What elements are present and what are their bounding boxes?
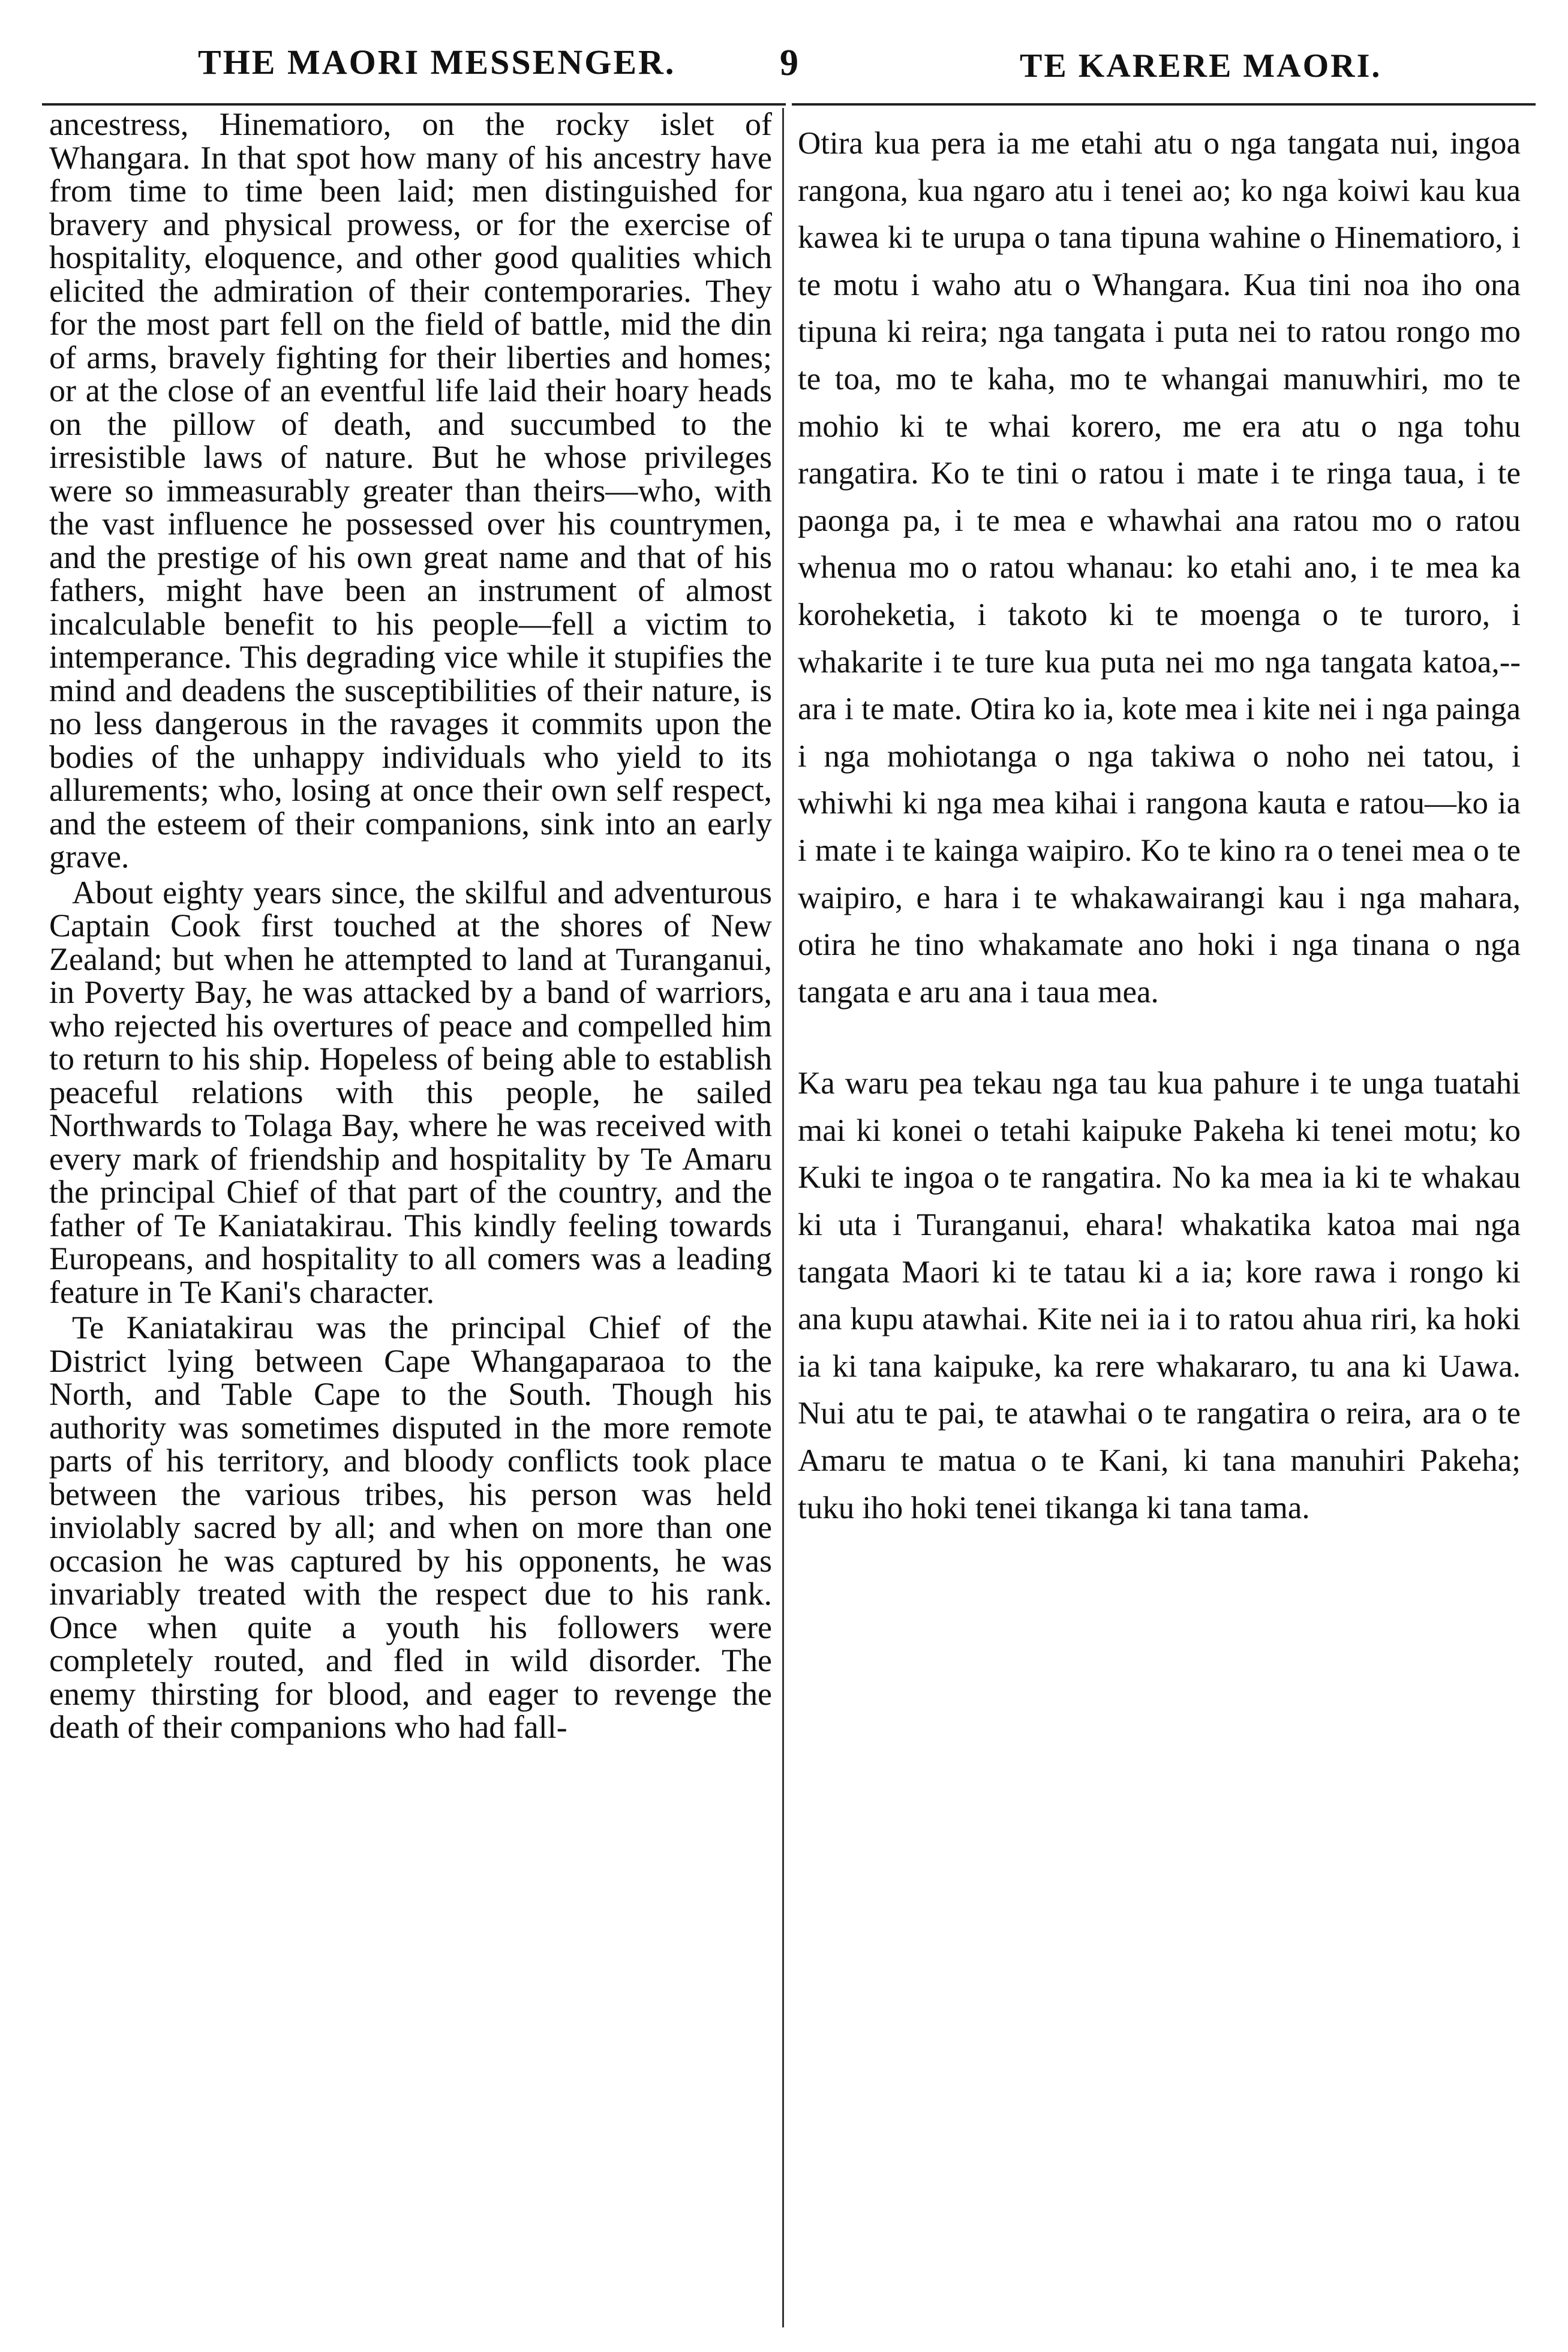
english-paragraph-2: About eighty years since, the skilful and adventurous Captain Cook first touched at the shores of New Zealand; but when he attempted to land at Turanganui, in Poverty Bay, he was attacked by a band of warriors, who rejected his overtures of peace and compelled him to return to his ship. Hopeless of being able to establish peaceful relations with this people, he sailed Northwards to Tolaga Bay, where he was received with every mark of friendship and hospitality by Te Amaru the principal Chief of that part of the country, and the father of Te Kaniatakirau. This kindly feeling towards Europeans, and hospitality to all comers was a leading feature in Te Kani's character. xyxy=(49,874,772,1310)
maori-paragraph-1: Otira kua pera ia me etahi atu o nga tangata nui, ingoa rangona, kua ngaro atu i tenei ao; ko nga koiwi kau kua kawea ki te urupa o tana tipuna wahine o Hinematioro, i te motu i waho atu o Whangara. Kua tini noa iho ona tipuna ki reira; nga tangata i puta nei to ratou rongo mo te toa, mo te kaha, mo te whangai manuwhiri, mo te mohio ki te whai korero, me era atu o nga tohu rangatira. Ko te tini o ratou i mate i te ringa taua, i te paonga pa, i te mea e whawhai ana ratou mo o ratou whenua mo o ratou whanau: ko etahi ano, i te mea ka koroheketia, i takoto ki te moenga o te turoro, i whakarite i te ture kua puta nei mo nga tangata katoa,--ara i te mate. Otira ko ia, kote mea i kite nei i nga painga i nga mohiotanga o nga takiwa o noho nei tatou, i whiwhi ki nga mea kihai i rangona kauta e ratou—ko ia i mate i te kainga waipiro. Ko te kino ra o tenei mea o te waipiro, e hara i te whakawairangi kau i nga mahara, otira he tino whakamate ano hoki i nga tinana o nga tangata e aru ana i taua mea. xyxy=(798,126,1521,1010)
maori-masthead: TE KARERE MAORI. xyxy=(1020,47,1382,85)
english-masthead: THE MAORI MESSENGER. xyxy=(198,43,676,82)
english-paragraph-1: ancestress, Hinematioro, on the rocky islet of Whangara. In that spot how many of his ancestry have from time to time been laid; men distinguished for bravery and physical prowess, or for the exercise of hospitality, eloquence, and other good qualities which elicited the admiration of their contemporaries. They for the most part fell on the field of battle, mid the din of arms, bravely fighting for their liberties and homes; or at the close of an eventful life laid their hoary heads on the pillow of death, and succumbed to the irresistible laws of nature. But he whose privileges were so immeasurably greater than theirs—who, with the vast influence he possessed over his countrymen, and the prestige of his own great name and that of his fathers, might have been an instrument of almost incalculable benefit to his people—fell a victim to intemperance. This degrading vice while it stupifies the mind and deadens the susceptibilities of their nature, is no less dangerous in the ravages it commits upon the bodies of the unhappy individuals who yield to its allurements; who, losing at once their own self respect, and the esteem of their companions, sink into an early grave. xyxy=(49,108,772,875)
page-header xyxy=(0,31,1568,109)
maori-column xyxy=(798,120,1521,2328)
english-paragraph-3: Te Kaniatakirau was the principal Chief of the District lying between Cape Whangaparaoa to the North, and Table Cape to the South. Though his authority was sometimes disputed in the more remote parts of his territory, and bloody conflicts took place between the various tribes, his person was held inviolably sacred by all; and when on more than one occasion he was captured by his opponents, he was invariably treated with the respect due to his rank. Once when quite a youth his followers were completely routed, and fled in wild disorder. The enemy thirsting for blood, and eager to revenge the death of their companions who had fall- xyxy=(49,1309,772,1745)
english-column xyxy=(49,108,772,2328)
maori-paragraph-2: Ka waru pea tekau nga tau kua pahure i te unga tuatahi mai ki konei o tetahi kaipuke Pakeha ki tenei motu; ko Kuki te ingoa o te rangatira. No ka mea ia ki te whakau ki uta i Turanganui, ehara! whakatika katoa mai nga tangata Maori ki te tatau ki a ia; kore rawa i rongo ki ana kupu atawhai. Kite nei ia i to ratou ahua riri, ka hoki ia ki tana kaipuke, ka rere whakararo, tu ana ki Uawa. Nui atu te pai, te atawhai o te rangatira o reira, ara o te Amaru te matua o te Kani, ki tana manuhiri Pakeha; tuku iho hoki tenei tikanga ki tana tama. xyxy=(798,1066,1521,1525)
page-number: 9 xyxy=(780,43,800,83)
column-divider xyxy=(782,108,784,2327)
header-rule-left xyxy=(42,103,786,106)
header-rule-right xyxy=(792,103,1536,106)
